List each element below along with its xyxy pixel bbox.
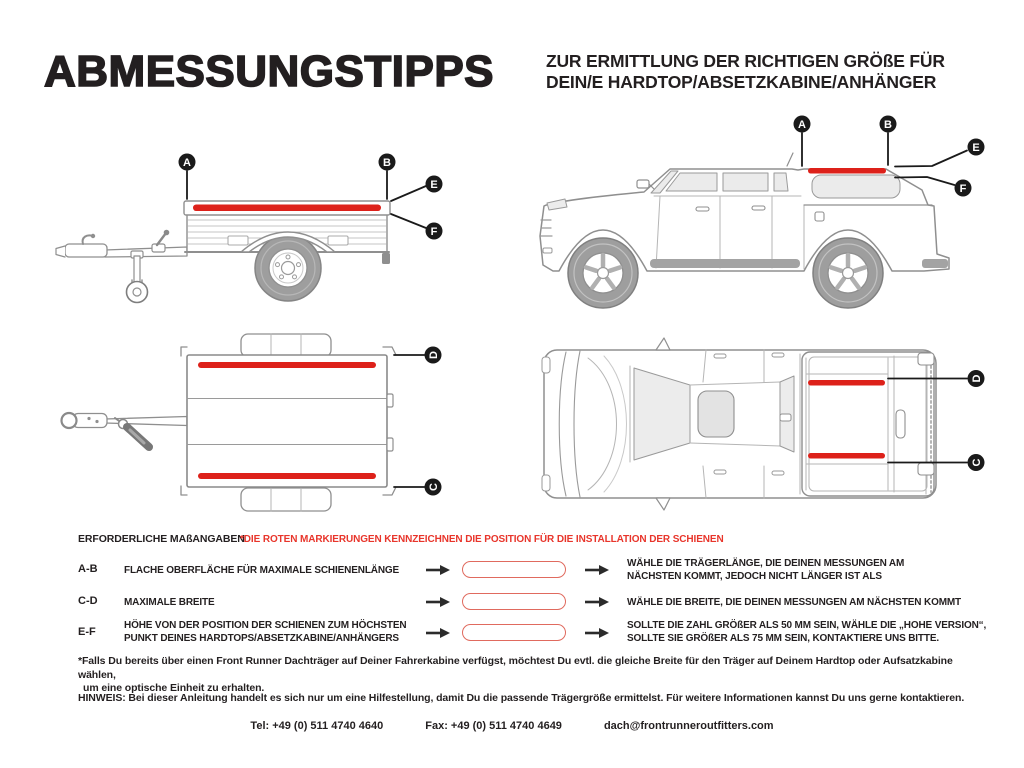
- rail-position-stripe: [808, 380, 885, 386]
- arrow-icon: [584, 627, 610, 639]
- svg-text:F: F: [430, 226, 438, 238]
- measurement-blank-oval: [462, 593, 566, 610]
- quarter-window: [774, 173, 788, 191]
- rail-position-stripe: [198, 362, 376, 368]
- rocker-panel: [650, 259, 800, 268]
- svg-text:B: B: [884, 119, 892, 131]
- svg-text:A: A: [183, 157, 191, 169]
- page-title: ABMESSUNGSTIPPS: [44, 47, 495, 96]
- taillight: [918, 353, 934, 365]
- svg-text:C: C: [428, 483, 440, 491]
- truck-side-view-diagram: [520, 108, 1000, 323]
- marker-b: [880, 116, 897, 166]
- trailer-wheel: [255, 235, 321, 301]
- arrow-icon: [425, 627, 451, 639]
- truck-top-view-diagram: [530, 330, 1000, 525]
- marker-e: [391, 176, 443, 202]
- svg-text:B: B: [383, 157, 391, 169]
- marker-c: [394, 479, 442, 496]
- measurement-blank-oval: [462, 561, 566, 578]
- antenna-fin: [780, 414, 791, 421]
- arrow-icon: [584, 564, 610, 576]
- side-mirror: [656, 498, 670, 510]
- side-mirror: [637, 180, 649, 188]
- marker-d: [394, 347, 442, 364]
- row-key: C-D: [78, 595, 98, 607]
- antenna: [787, 153, 793, 166]
- trailer-side-view-diagram: [35, 140, 455, 325]
- measurement-blank-oval: [462, 624, 566, 641]
- trailer-fender-bottom: [241, 488, 331, 511]
- row-result: WÄHLE DIE TRÄGERLÄNGE, DIE DEINEN MESSUNGEN AM NÄCHSTEN KOMMT, JEDOCH NICHT LÄNGER IST ALS: [627, 558, 905, 582]
- tailgate-handle: [896, 410, 905, 438]
- fuel-door: [815, 212, 824, 221]
- red-markings-note: *DIE ROTEN MARKIERUNGEN KENNZEICHNEN DIE POSITION FÜR DIE INSTALLATION DER SCHIENEN: [240, 534, 724, 545]
- rail-position-stripe: [808, 453, 885, 459]
- front-wheel: [568, 238, 638, 308]
- subtitle-line-2: DEIN/E HARDTOP/ABSETZKABINE/ANHÄNGER: [546, 72, 937, 92]
- canopy-window: [812, 175, 900, 198]
- rail-position-stripe: [198, 473, 376, 479]
- rail-position-stripe: [808, 168, 886, 174]
- door-handle: [714, 354, 726, 358]
- door-handle: [696, 207, 709, 211]
- trailer-rear-light: [382, 253, 390, 264]
- row-label: HÖHE VON DER POSITION DER SCHIENEN ZUM HÖCHSTEN PUNKT DEINES HARDTOPS/ABSETZKABINE/ANHÄNGERS: [124, 620, 407, 644]
- taillight: [918, 463, 934, 475]
- marker-a: [794, 116, 811, 167]
- footer-tel: Tel: +49 (0) 511 4740 4640: [250, 720, 384, 732]
- arrow-icon: [425, 564, 451, 576]
- footer-contacts: [0, 720, 1024, 732]
- door-handle: [772, 353, 784, 357]
- measurements-heading: ERFORDERLICHE MAßANGABEN: [78, 533, 245, 545]
- svg-text:F: F: [959, 183, 967, 195]
- page-subtitle: [546, 51, 945, 93]
- trailer-drawbar: [105, 247, 187, 257]
- svg-text:A: A: [798, 119, 806, 131]
- rail-position-stripe: [193, 205, 381, 212]
- hint-note: HINWEIS: Bei dieser Anleitung handelt es sich nur um eine Hilfestellung, damit Du die passende Trägergröße ermittelst. Für weitere Informationen kannst Du uns gerne kontaktieren.: [78, 692, 965, 704]
- footer-email: dach@frontrunneroutfitters.com: [603, 720, 774, 732]
- row-label: FLACHE OBERFLÄCHE FÜR MAXIMALE SCHIENENLÄNGE: [124, 565, 400, 576]
- marker-f: [391, 214, 443, 240]
- rear-step: [922, 259, 948, 268]
- row-key: A-B: [78, 563, 98, 575]
- arrow-icon: [425, 596, 451, 608]
- svg-text:E: E: [430, 179, 438, 191]
- subtitle-line-1: ZUR ERMITTLUNG DER RICHTIGEN GRÖßE FÜR: [546, 51, 945, 71]
- marker-a: [179, 154, 196, 200]
- marker-e: [895, 139, 985, 167]
- door-handle: [752, 206, 765, 210]
- rear-door-window: [723, 173, 768, 191]
- trailer-box: [187, 355, 387, 487]
- row-result: WÄHLE DIE BREITE, DIE DEINEN MESSUNGEN AM NÄCHSTEN KOMMT: [627, 597, 962, 608]
- trailer-coupler: [65, 244, 107, 257]
- side-mirror: [656, 338, 670, 350]
- trailer-fender-top: [241, 334, 331, 357]
- rear-wheel: [813, 238, 883, 308]
- svg-text:E: E: [972, 142, 980, 154]
- trailer-drawbar: [105, 417, 187, 426]
- marker-b: [379, 154, 396, 200]
- trailer-top-view-diagram: [35, 330, 455, 525]
- tow-ring: [62, 413, 77, 428]
- svg-text:D: D: [428, 351, 440, 359]
- row-key: E-F: [78, 626, 96, 638]
- door-handle: [772, 471, 784, 475]
- footer-fax: Fax: +49 (0) 511 4740 4649: [425, 720, 562, 732]
- trailer-coupler: [73, 414, 107, 428]
- door-handle: [714, 470, 726, 474]
- sunroof: [698, 391, 734, 437]
- row-result: SOLLTE DIE ZAHL GRÖßER ALS 50 MM SEIN, WÄHLE DIE „HOHE VERSION“, SOLLTE SIE GRÖßER ALS 75 MM SEIN, KONTAKTIERE UNS BITTE.: [627, 620, 987, 644]
- arrow-icon: [584, 596, 610, 608]
- svg-text:C: C: [971, 458, 983, 467]
- footnote: *Falls Du bereits über einen Front Runner Dachträger auf Deiner Fahrerkabine verfügst, möchtest Du evtl. die gleiche Breite für den Träger auf Deinem Hardtop oder Aufsatzkabine wählen, um eine optische Einheit zu erhalten.: [78, 655, 953, 694]
- svg-text:D: D: [971, 374, 983, 383]
- row-label: MAXIMALE BREITE: [124, 597, 215, 608]
